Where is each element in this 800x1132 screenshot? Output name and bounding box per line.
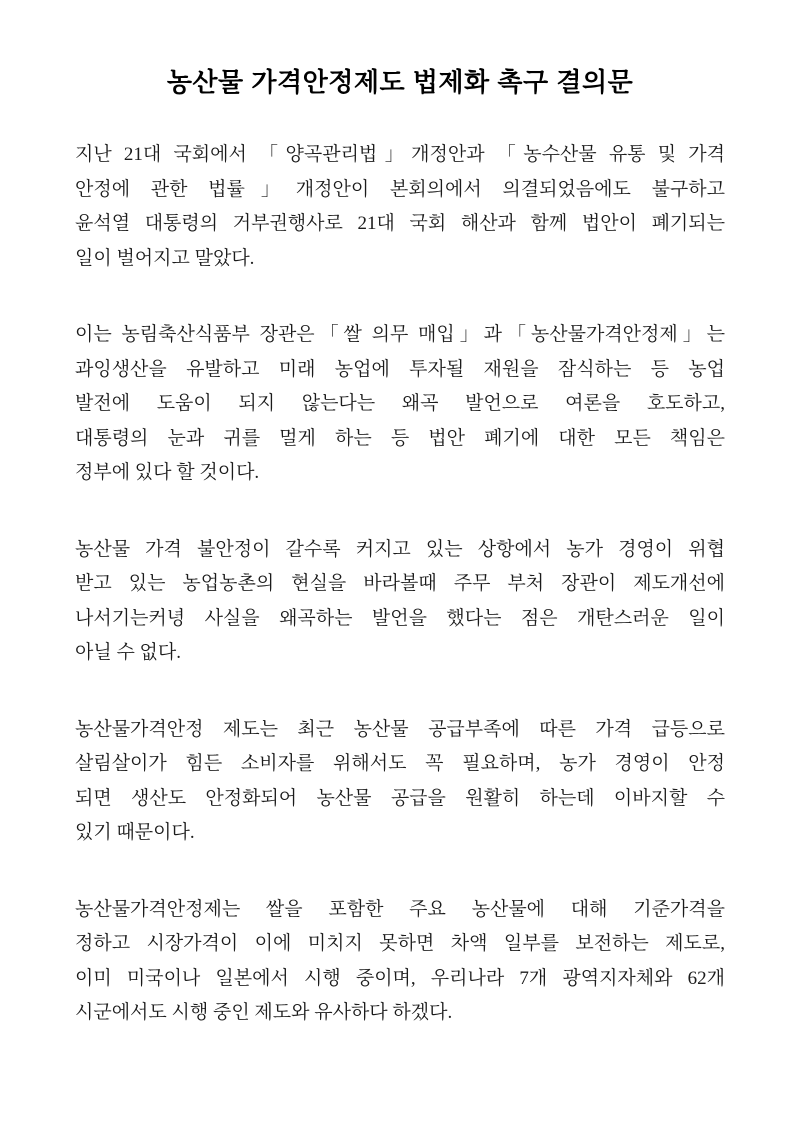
- paragraph: [75, 138, 725, 276]
- text-line: 윤석열 대통령의 거부권행사로 21대 국회 해산과 함께 법안이 폐기되는: [75, 213, 725, 234]
- text-line: 농산물 가격 불안정이 갈수록 커지고 있는 상항에서 농가 경영이 위협: [75, 538, 725, 560]
- text-line: 농산물가격안정 제도는 최근 농산물 공급부족에 따른 가격 급등으로: [75, 718, 725, 740]
- text-line: 농산물가격안정제는 쌀을 포함한 주요 농산물에 대해 기준가격을: [75, 898, 725, 920]
- text-line: 나서기는커녕 사실을 왜곡하는 발언을 했다는 점은 개탄스러운 일이: [75, 607, 725, 629]
- document-body: [75, 138, 725, 1031]
- text-line: 일이 벌어지고 말았다.: [75, 247, 255, 269]
- paragraph: [75, 713, 725, 851]
- text-line: 이는 농림축산식품부 장관은「쌀 의무 매입」과「농산물가격안정제」는: [75, 324, 725, 345]
- text-line: 이미 미국이나 일본에서 시행 중이며, 우리나라 7개 광역지자체와 62개: [75, 967, 725, 989]
- paragraph: [75, 318, 725, 491]
- text-line: 되면 생산도 안정화되어 농산물 공급을 원활히 하는데 이바지할 수: [75, 787, 725, 809]
- text-line: 살림살이가 힘든 소비자를 위해서도 꼭 필요하며, 농가 경영이 안정: [75, 753, 725, 774]
- text-line: 지난 21대 국회에서 「양곡관리법」개정안과 「농수산물 유통 및 가격: [75, 144, 725, 165]
- text-line: 있기 때문이다.: [75, 822, 195, 843]
- text-line: 대통령의 눈과 귀를 멀게 하는 등 법안 폐기에 대한 모든 책임은: [75, 427, 725, 449]
- text-line: 정부에 있다 할 것이다.: [75, 462, 260, 483]
- text-line: 과잉생산을 유발하고 미래 농업에 투자될 재원을 잠식하는 등 농업: [75, 358, 725, 380]
- paragraph: [75, 533, 725, 671]
- document-title: 농산물 가격안정제도 법제화 촉구 결의문: [166, 67, 634, 97]
- paragraph: [75, 893, 725, 1031]
- text-line: 받고 있는 농업농촌의 현실을 바라볼때 주무 부처 장관이 제도개선에: [75, 573, 725, 594]
- text-line: 정하고 시장가격이 이에 미치지 못하면 차액 일부를 보전하는 제도로,: [75, 933, 725, 954]
- text-line: 아닐 수 없다.: [75, 642, 182, 663]
- text-line: 안정에 관한 법률」개정안이 본회의에서 의결되었음에도 불구하고: [75, 178, 725, 200]
- text-line: 시군에서도 시행 중인 제도와 유사하다 하겠다.: [75, 1002, 453, 1023]
- text-line: 발전에 도움이 되지 않는다는 왜곡 발언으로 여론을 호도하고,: [75, 393, 725, 414]
